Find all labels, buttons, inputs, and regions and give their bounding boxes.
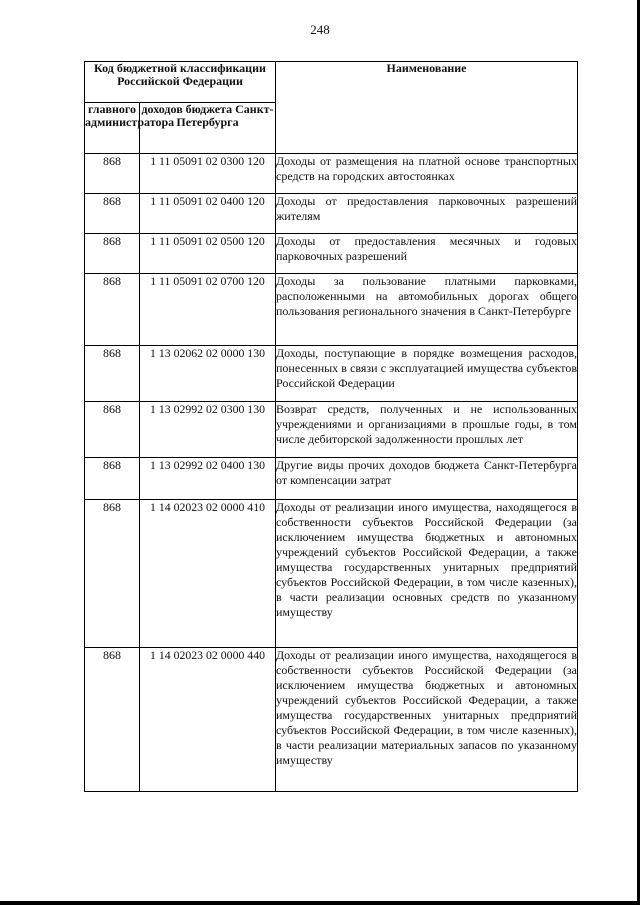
header-admin: главного администратора xyxy=(85,103,140,154)
cell-name: Доходы от предоставления парковочных разрешений жителям xyxy=(276,194,578,234)
cell-admin: 868 xyxy=(85,274,140,346)
table-row xyxy=(85,402,578,458)
table-row xyxy=(85,194,578,234)
cell-code: 1 13 02992 02 0300 130 xyxy=(140,402,276,458)
cell-code: 1 11 05091 02 0400 120 xyxy=(140,194,276,234)
cell-admin: 868 xyxy=(85,346,140,402)
cell-admin: 868 xyxy=(85,154,140,194)
cell-name: Доходы от реализации иного имущества, находящегося в собственности субъектов Российской Федерации (за исключением имущества бюджетных и автономных учреждений субъектов Российской Федерации, а также имущества государственных унитарных предприятий субъектов Российской Федерации, в том числе казенных), в части реализации основных средств по указанному имуществу xyxy=(276,500,578,648)
cell-admin: 868 xyxy=(85,500,140,648)
cell-name: Доходы, поступающие в порядке возмещения расходов, понесенных в связи с эксплуатацией имущества субъектов Российской Федерации xyxy=(276,346,578,402)
budget-classification-table xyxy=(84,61,578,792)
header-income: доходов бюджета Санкт-Петербурга xyxy=(140,103,276,154)
cell-code: 1 14 02023 02 0000 440 xyxy=(140,648,276,792)
cell-name: Доходы от предоставления месячных и годовых парковочных разрешений xyxy=(276,234,578,274)
cell-code: 1 11 05091 02 0500 120 xyxy=(140,234,276,274)
cell-name: Доходы за пользование платными парковками, расположенными на автомобильных дорогах общего пользования регионального значения в Санкт-Петербурге xyxy=(276,274,578,346)
cell-name: Доходы от реализации иного имущества, находящегося в собственности субъектов Российской Федерации (за исключением имущества бюджетных и автономных учреждений субъектов Российской Федерации, а также имущества государственных унитарных предприятий субъектов Российской Федерации, в том числе казенных), в части реализации материальных запасов по указанному имуществу xyxy=(276,648,578,792)
cell-name: Возврат средств, полученных и не использованных учреждениями и организациями в прошлые годы, в том числе дебиторской задолженности прошлых лет xyxy=(276,402,578,458)
cell-code: 1 13 02992 02 0400 130 xyxy=(140,458,276,500)
cell-code: 1 11 05091 02 0300 120 xyxy=(140,154,276,194)
cell-admin: 868 xyxy=(85,402,140,458)
table-row xyxy=(85,154,578,194)
table-row xyxy=(85,234,578,274)
table-row xyxy=(85,648,578,792)
cell-name: Другие виды прочих доходов бюджета Санкт-Петербурга от компенсации затрат xyxy=(276,458,578,500)
table-row xyxy=(85,500,578,648)
table-row xyxy=(85,458,578,500)
table-row xyxy=(85,346,578,402)
scan-frame-bottom xyxy=(0,901,640,905)
cell-admin: 868 xyxy=(85,194,140,234)
cell-code: 1 13 02062 02 0000 130 xyxy=(140,346,276,402)
header-code-group: Код бюджетной классификации Российской Федерации xyxy=(85,62,276,103)
page-number: 248 xyxy=(310,22,330,37)
cell-admin: 868 xyxy=(85,648,140,792)
cell-code: 1 11 05091 02 0700 120 xyxy=(140,274,276,346)
cell-name: Доходы от размещения на платной основе транспортных средств на городских автостоянках xyxy=(276,154,578,194)
cell-code: 1 14 02023 02 0000 410 xyxy=(140,500,276,648)
cell-admin: 868 xyxy=(85,234,140,274)
cell-admin: 868 xyxy=(85,458,140,500)
header-name: Наименование xyxy=(276,62,578,154)
table-row xyxy=(85,274,578,346)
